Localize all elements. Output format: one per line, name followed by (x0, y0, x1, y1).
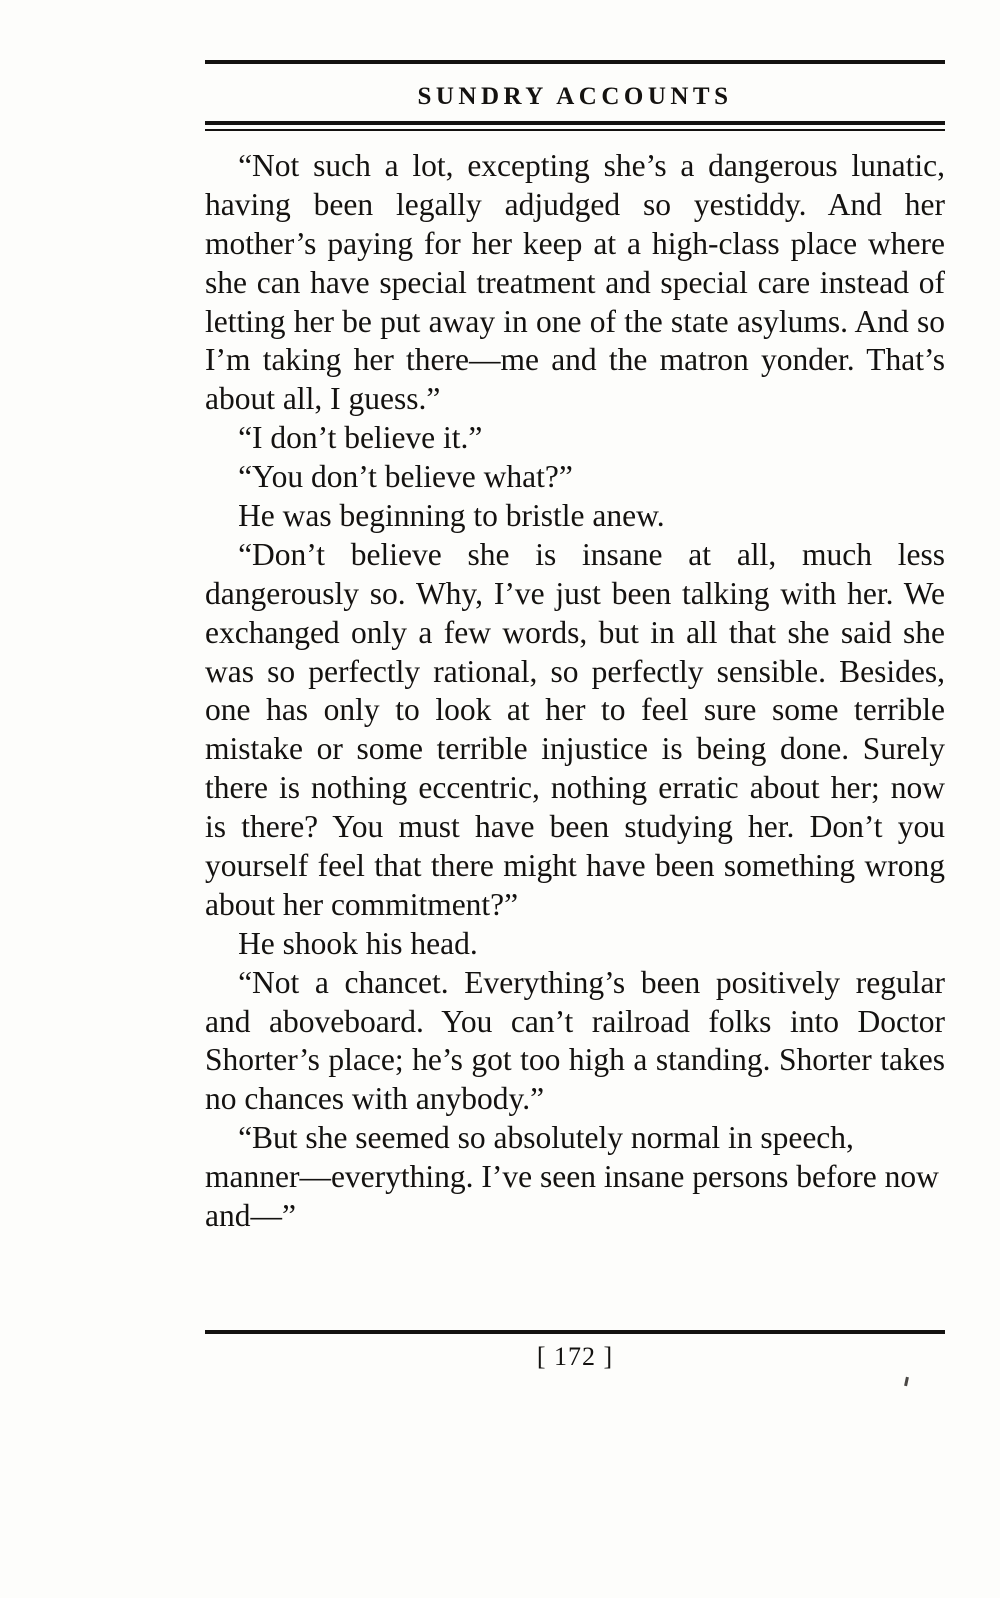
paragraph: “Not such a lot, excepting she’s a dangerous lunatic, having been legally adjudged so yestiddy. And her mother’s paying for her keep at a high-class place where she can have special treatment and special care instead of letting her be put away in one of the state asylums. And so I’m taking her there—me and the matron yonder. That’s about all, I guess.” (205, 148, 945, 417)
paragraph: “I don’t believe it.” (238, 420, 483, 456)
page-number: [ 172 ] (536, 1342, 614, 1371)
page-footer (205, 1330, 945, 1372)
ink-speck (904, 1377, 909, 1386)
page-content (205, 60, 945, 1236)
paragraph: “You don’t believe what?” (238, 459, 573, 495)
running-head (205, 71, 945, 121)
paragraph: “Don’t believe she is insane at all, much less dangerously so. Why, I’ve just been talking with her. We exchanged only a few words, but in all that she said she was so perfectly rational, so perfectly sensible. Besides, one has only to look at her to feel sure some terrible mistake or some terrible injustice is being done. Surely there is nothing eccentric, nothing erratic about her; now is there? You must have been studying her. Don’t you yourself feel that there might have been something wrong about her commitment?” (205, 536, 945, 922)
paragraph: “But she seemed so absolutely normal in speech, manner—everything. I’ve seen insane persons before now and—” (205, 1120, 939, 1234)
header-rule-bottom-thin (205, 129, 945, 131)
paragraph: “Not a chancet. Everything’s been positively regular and aboveboard. You can’t railroad folks into Doctor Shorter’s place; he’s got too high a standing. Shorter takes no chances with anybody.” (205, 964, 945, 1117)
paragraph: He shook his head. (238, 925, 478, 961)
running-head-text: SUNDRY ACCOUNTS (417, 83, 733, 110)
header-rule-gap (205, 64, 945, 71)
body-text (205, 147, 945, 1236)
paragraph: He was beginning to bristle anew. (238, 498, 665, 534)
